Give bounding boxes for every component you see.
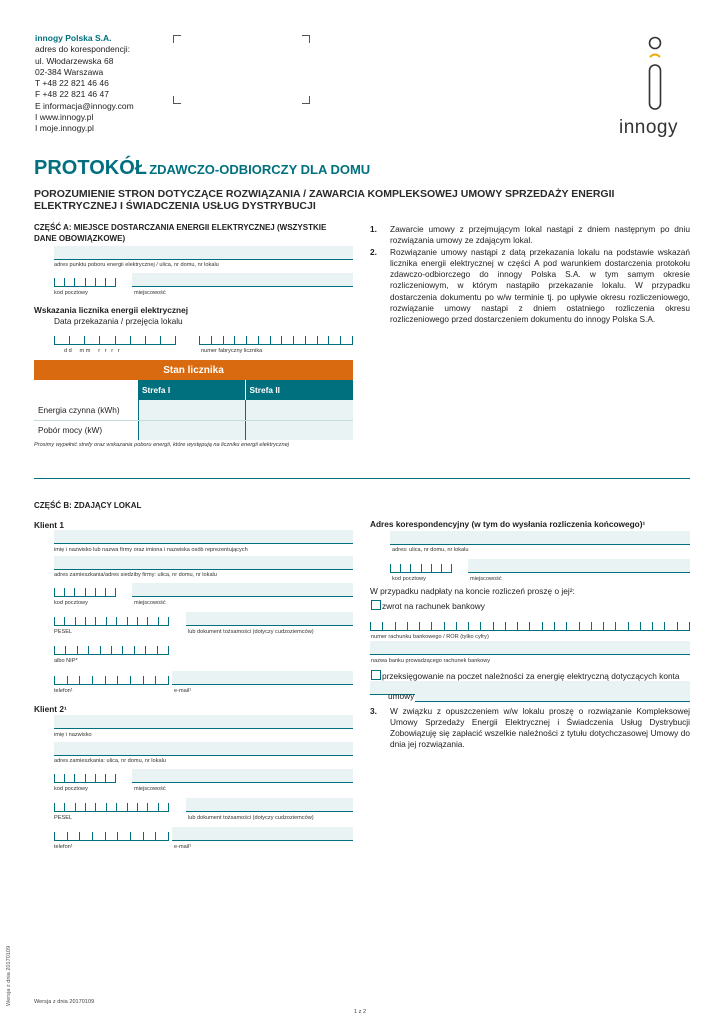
refund-question: W przypadku nadpłaty na koncie rozliczeń proszę o jej²: xyxy=(370,586,575,596)
client2-postal-caption: kod pocztowy xyxy=(54,786,88,792)
meter-readings-heading: Wskazania licznika energii elektrycznej xyxy=(34,305,189,315)
refund-bank-label: zwrot na rachunek bankowy xyxy=(382,601,485,611)
client1-email-field[interactable] xyxy=(172,671,353,685)
list-item-number: 2. xyxy=(370,247,377,258)
refund-bank-checkbox[interactable] xyxy=(371,600,381,610)
client2-id-caption: lub dokument tożsamości (dotyczy cudzoziemców) xyxy=(188,815,314,821)
delivery-address-caption: adres punktu poboru energii elektrycznej / ulica, nr domu, nr lokalu xyxy=(54,262,219,268)
list-item xyxy=(370,224,690,246)
client1-phone-boxes[interactable] xyxy=(54,676,169,685)
page-number: 1 z 2 xyxy=(354,1009,367,1015)
client2-city-caption: miejscowość xyxy=(134,786,166,792)
version-footer: Wersja z dnia 20170109 xyxy=(34,999,95,1005)
contract-number-field[interactable] xyxy=(415,690,690,702)
client1-address-field[interactable] xyxy=(54,556,353,570)
window-corner-mark xyxy=(302,35,310,43)
client2-name-field[interactable] xyxy=(54,715,353,729)
list-item-number: 3. xyxy=(370,706,377,716)
corr-postal-boxes[interactable] xyxy=(390,564,452,573)
company-line: E informacja@innogy.com xyxy=(35,100,134,111)
meter-number-boxes[interactable] xyxy=(199,336,353,345)
corr-city-caption: miejscowość xyxy=(470,576,502,582)
date-format-caption: d d m m r r r r xyxy=(64,348,120,354)
client1-phone-caption: telefon¹ xyxy=(54,688,73,694)
company-line: I moje.innogy.pl xyxy=(35,123,94,134)
correspondence-address-label: Adres korespondencyjny (w tym do wysłania rozliczenia końcowego)¹ xyxy=(370,519,646,529)
company-line: F +48 22 821 46 47 xyxy=(35,89,109,100)
meter-reading-cell[interactable] xyxy=(245,420,353,440)
company-line: 02-384 Warszawa xyxy=(35,66,104,77)
client1-nip-caption: albo NIP* xyxy=(54,658,78,664)
innogy-logo-icon xyxy=(640,35,670,113)
meter-table-corner xyxy=(34,380,138,400)
bank-name-caption: nazwa banku prowadzącego rachunek bankowy xyxy=(371,658,491,664)
client1-email-caption: e-mail¹ xyxy=(174,688,192,694)
postal-code-caption: kod pocztowy xyxy=(54,290,88,296)
city-field[interactable] xyxy=(132,273,353,287)
client2-email-field[interactable] xyxy=(172,827,353,841)
bank-account-boxes[interactable] xyxy=(370,622,690,631)
list-item-number: 1. xyxy=(370,224,377,234)
meter-row-label: Pobór mocy (kW) xyxy=(34,420,138,440)
bank-name-field[interactable] xyxy=(370,641,690,655)
client2-email-caption: e-mail¹ xyxy=(174,844,192,850)
corr-postal-caption: kod pocztowy xyxy=(392,576,426,582)
company-line: T +48 22 821 46 46 xyxy=(35,78,109,89)
client2-label: Klient 2¹ xyxy=(34,704,67,714)
rebook-label-cont: umowy xyxy=(388,691,415,701)
corr-address-caption: adres: ulica, nr domu, nr lokalu xyxy=(392,547,469,553)
meter-number-caption: numer fabryczny licznika xyxy=(201,348,263,354)
client1-city-caption: miejscowość xyxy=(134,600,166,606)
company-name: innogy Polska S.A. xyxy=(35,33,112,43)
client2-postal-boxes[interactable] xyxy=(54,774,116,783)
window-corner-mark xyxy=(173,35,181,43)
client2-id-document-field[interactable] xyxy=(186,798,353,812)
zone-header: Strefa II xyxy=(245,380,353,400)
client2-pesel-caption: PESEL xyxy=(54,815,73,821)
part-a-title: CZĘŚĆ A: MIEJSCE DOSTARCZANIA ENERGII ELEKTRYCZNEJ (WSZYSTKIE DANE OBOWIĄZKOWE) xyxy=(34,223,327,243)
list-item xyxy=(370,706,690,750)
company-line: adres do korespondencji: xyxy=(35,44,130,55)
meter-row-label: Energia czynna (kWh) xyxy=(34,400,138,420)
section-divider xyxy=(34,478,690,479)
client1-name-caption: imię i nazwisko lub nazwa firmy oraz imiona i nazwiska osób reprezentujących xyxy=(54,547,248,553)
title-rest: ZDAWCZO-ODBIORCZY DLA DOMU xyxy=(149,162,371,177)
company-address-block xyxy=(35,33,134,135)
terms-list-bottom xyxy=(370,706,690,751)
client2-pesel-boxes[interactable] xyxy=(54,803,169,812)
client1-postal-caption: kod pocztowy xyxy=(54,600,88,606)
vertical-version-text: Wersja z dnia 20170109 xyxy=(6,945,12,1006)
bank-account-caption: numer rachunku bankowego / ROR (tylko cyfry) xyxy=(371,634,489,640)
list-item xyxy=(370,247,690,325)
meter-reading-cell[interactable] xyxy=(245,400,353,420)
meter-table-note: Prosimy wypełnić strefy oraz wskazania poboru energii, które występują na liczniku energii elektrycznej xyxy=(34,442,289,448)
client1-pesel-boxes[interactable] xyxy=(54,617,169,626)
page-subtitle: POROZUMIENIE STRON DOTYCZĄCE ROZWIĄZANIA / ZAWARCIA KOMPLEKSOWEJ UMOWY SPRZEDAŻY ENERGII ELEKTRYCZNEJ I ŚWIADCZENIA USŁUG DYSTRYBUCJI xyxy=(34,188,615,212)
handover-date-boxes[interactable] xyxy=(54,336,176,345)
client1-address-caption: adres zamieszkania/adres siedziby firmy: ulica, nr domu, nr lokalu xyxy=(54,572,217,578)
handover-date-label: Data przekazania / przejęcia lokalu xyxy=(54,316,183,326)
rebook-checkbox[interactable] xyxy=(371,670,381,680)
client1-city-field[interactable] xyxy=(132,583,353,597)
client2-address-caption: adres zamieszkania: ulica, nr domu, nr lokalu xyxy=(54,758,166,764)
meter-reading-cell[interactable] xyxy=(138,400,245,420)
client1-label: Klient 1 xyxy=(34,520,64,530)
client1-id-caption: lub dokument tożsamości (dotyczy cudzoziemców) xyxy=(188,629,314,635)
title-main: PROTOKÓŁ xyxy=(34,157,147,179)
client2-name-caption: imię i nazwisko xyxy=(54,732,92,738)
rebook-label: przeksięgowanie na poczet należności za energię elektryczną dotyczących konta xyxy=(382,671,680,681)
zone-header: Strefa I xyxy=(138,380,245,400)
list-item-text: Rozwiązanie umowy nastąpi z datą przekazania lokalu na podstawie wskazań licznika energii elektrycznej w części A pod warunkiem dostarczenia protokołu zdawczo-odbiorczego do innogy Polska S.A. w tym samym okresie rozliczeniowym, w którym nastąpiło przekazanie lokalu. W przypadku dostarczenia dokumentu po w/w terminie tj. po upływie okresu rozliczeniowego, rozwiązanie umowy nastąpi z dniem ostatniego rozliczenia okresu rozliczeniowego przed dostarczeniem dokumentu do innogy Polska S.A. xyxy=(390,247,690,324)
list-item-text: W związku z opuszczeniem w/w lokalu proszę o rozwiązanie Kompleksowej Umowy Sprzedaży Energii Elektrycznej i Świadczenia Usług Dystrybucji Zobowiązuję się zapłacić wszelkie należności z tytułu dotychczasowej Umowy do dnia jej rozwiązania. xyxy=(390,706,690,750)
delivery-address-field[interactable] xyxy=(54,246,353,260)
company-line: ul. Włodarzewska 68 xyxy=(35,55,114,66)
postal-code-boxes[interactable] xyxy=(54,278,116,287)
window-corner-mark xyxy=(173,96,181,104)
client2-phone-caption: telefon¹ xyxy=(54,844,73,850)
client1-pesel-caption: PESEL xyxy=(54,629,73,635)
client2-city-field[interactable] xyxy=(132,769,353,783)
client1-nip-boxes[interactable] xyxy=(54,646,169,655)
meter-reading-table xyxy=(34,360,353,440)
page-title xyxy=(34,157,370,180)
meter-table-title: Stan licznika xyxy=(34,360,353,380)
client1-postal-boxes[interactable] xyxy=(54,588,116,597)
client1-id-document-field[interactable] xyxy=(186,612,353,626)
part-b-title: CZĘŚĆ B: ZDAJĄCY LOKAL xyxy=(34,501,142,510)
list-item-text: Zawarcie umowy z przejmującym lokal nastąpi z dniem następnym po dniu rozwiązania umowy ze zdającym lokal. xyxy=(390,224,690,246)
company-line: I www.innogy.pl xyxy=(35,112,94,123)
corr-address-field[interactable] xyxy=(390,531,690,545)
window-corner-mark xyxy=(302,96,310,104)
terms-list-top xyxy=(370,224,690,326)
meter-reading-cell[interactable] xyxy=(138,420,245,440)
city-caption: miejscowość xyxy=(134,290,166,296)
logo-wordmark: innogy xyxy=(619,117,678,138)
client2-phone-boxes[interactable] xyxy=(54,832,169,841)
client1-name-field[interactable] xyxy=(54,530,353,544)
corr-city-field[interactable] xyxy=(468,559,690,573)
client2-address-field[interactable] xyxy=(54,742,353,756)
